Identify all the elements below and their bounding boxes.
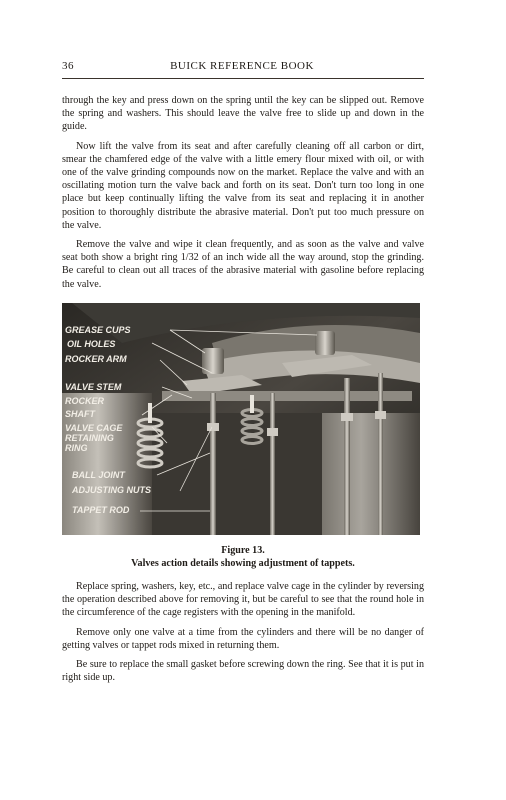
figure-13-photo [62, 303, 420, 535]
body-text-top [62, 94, 424, 297]
body-text-bottom [62, 580, 424, 690]
label-ring: RING [65, 443, 88, 453]
page-number: 36 [62, 60, 74, 72]
paragraph: Now lift the valve from its seat and after carefully cleaning off all carbon or dirt, smear the chamfered edge of the valve with a little emery flour mixed with oil, or with one of the valve grinding compounds now on the market. Replace the valve and with an oscillating motion turn the valve back and forth on its seat. Don't turn too long in one place but keep continually lifting the valve from its seat and replacing it in another position to thoroughly distribute the abrasive material. Don't put too much pressure on the valve. [62, 140, 424, 231]
label-ball-joint: BALL JOINT [72, 470, 125, 480]
paragraph: Remove only one valve at a time from the cylinders and there will be no danger of getting valves or tappet rods mixed in returning them. [62, 626, 424, 651]
paragraph: Be sure to replace the small gasket before screwing down the ring. See that it is put in right side up. [62, 659, 424, 684]
label-grease-cups: GREASE CUPS [65, 325, 131, 335]
label-oil-holes: OIL HOLES [67, 339, 116, 349]
header-rule [62, 78, 424, 79]
label-retaining: RETAINING [65, 433, 114, 443]
paragraph: Remove the valve and wipe it clean frequently, and as soon as the valve and valve seat both show a bright ring 1/32 of an inch wide all the way around, stop the grinding. Be careful to clean out all traces of the abrasive material with gasoline before replacing the valve. [62, 239, 424, 290]
engine-valve-illustration [62, 303, 420, 535]
page-header [62, 60, 422, 76]
figure-caption: Valves action details showing adjustment of tappets. [131, 558, 355, 569]
paragraph: through the key and press down on the spring until the key can be slipped out. Remove the spring and washers. This should leave the valve free to slide up and down in the guide. [62, 95, 424, 133]
paragraph: Replace spring, washers, key, etc., and replace valve cage in the cylinder by reversing the operation described above for removing it, but be careful to see that the round hole in the circumference of the cage registers with the opening in the manifold. [62, 581, 424, 619]
label-shaft: SHAFT [65, 409, 95, 419]
label-tappet-rod: TAPPET ROD [72, 505, 130, 515]
figure-number: Figure 13. [221, 545, 265, 556]
label-valve-cage: VALVE CAGE [65, 423, 123, 433]
label-rocker-arm: ROCKER ARM [65, 354, 127, 364]
label-adjusting-nuts: ADJUSTING NUTS [72, 485, 152, 495]
label-valve-stem: VALVE STEM [65, 382, 122, 392]
label-rocker: ROCKER [65, 396, 105, 406]
running-title: BUICK REFERENCE BOOK [170, 60, 314, 72]
